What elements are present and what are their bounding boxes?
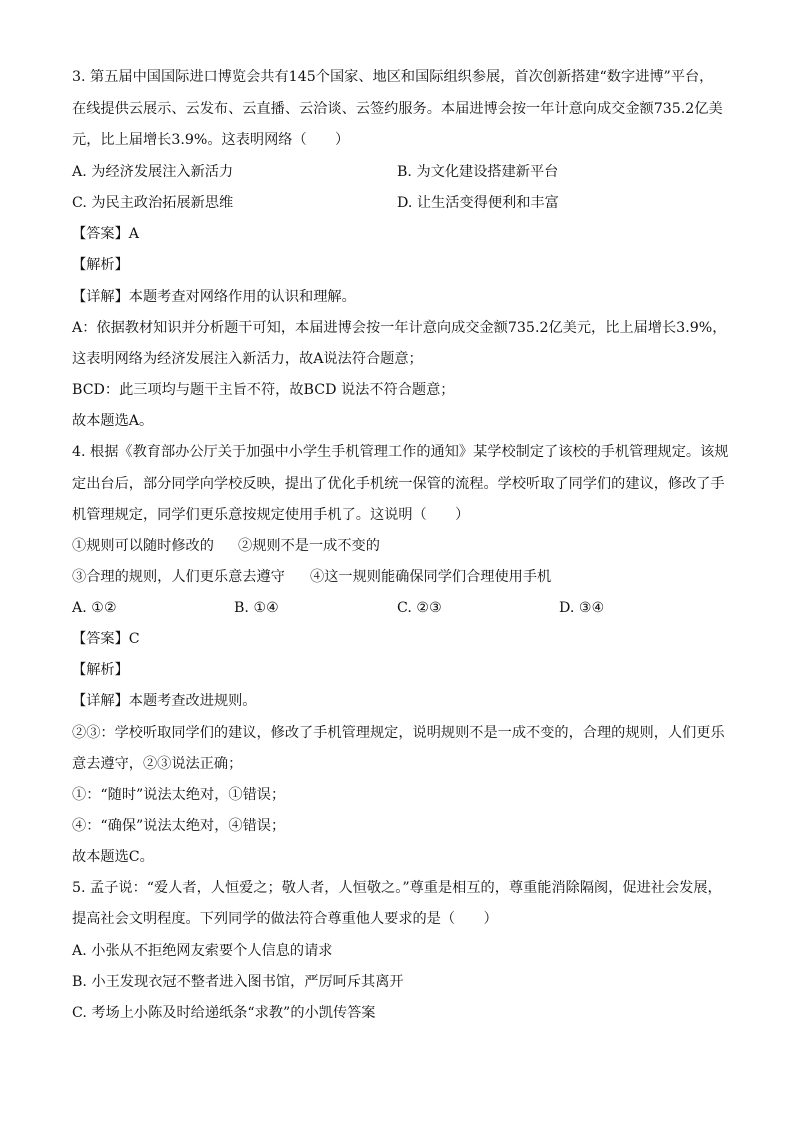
q3-answer: 【答案】A <box>72 226 139 242</box>
q4-statement-3: ③合理的规则，人们更乐意去遵守 <box>72 569 285 585</box>
q3-explain-line-3: BCD：此三项均与题干主旨不符，故BCD 说法不符合题意； <box>72 382 455 398</box>
q3-option-b: B. 为文化建设搭建新平台 <box>397 164 559 180</box>
q4-explain-line-4: ④：“确保”说法太绝对，④错误； <box>72 818 286 834</box>
q3-explain-line-4: 故本题选A。 <box>72 413 154 429</box>
q3-option-a: A. 为经济发展注入新活力 <box>72 164 234 180</box>
q3-explain-line-2: 这表明网络为经济发展注入新活力，故A说法符合题意； <box>72 351 423 367</box>
q4-statement-1: ①规则可以随时修改的 <box>72 538 214 554</box>
q3-detail: 【详解】本题考查对网络作用的认识和理解。 <box>72 289 356 305</box>
q4-explain-line-2: 意去遵守，②③说法正确； <box>72 756 243 772</box>
q4-explain-line-1: ②③：学校听取同学们的建议，修改了手机管理规定，说明规则不是一成不变的，合理的规则，人们更乐 <box>72 725 725 741</box>
q4-option-a: A. ①② <box>72 600 117 616</box>
q3-stem-line-2: 在线提供云展示、云发布、云直播、云洽谈、云签约服务。本届进博会按一年计意向成交金额735.2亿美 <box>72 101 723 117</box>
q5-option-a: A. 小张从不拒绝网友索要个人信息的请求 <box>72 943 333 959</box>
q5-option-b: B. 小王发现衣冠不整者进入图书馆，严厉呵斥其离开 <box>72 974 404 990</box>
q4-option-d: D. ③④ <box>559 600 605 616</box>
q3-option-c: C. 为民主政治拓展新思维 <box>72 195 234 211</box>
q5-stem-line-2: 提高社会文明程度。下列同学的做法符合尊重他人要求的是（ ） <box>72 911 498 927</box>
q3-option-d: D. 让生活变得便利和丰富 <box>397 195 559 211</box>
q4-stem-line-3: 机管理规定，同学们更乐意按规定使用手机了。这说明（ ） <box>72 507 470 523</box>
q3-explain-line-1: A：依据教材知识并分析题干可知，本届进博会按一年计意向成交金额735.2亿美元，比上届增长3.9%， <box>72 320 727 336</box>
q5-option-c: C. 考场上小陈及时给递纸条“求教”的小凯传答案 <box>72 1005 376 1021</box>
q5-stem-line-1: 5. 孟子说：“爱人者，人恒爱之；敬人者，人恒敬之。”尊重是相互的，尊重能消除隔阂，促进社会发展， <box>72 880 722 896</box>
q4-explain-line-3: ①：“随时”说法太绝对，①错误； <box>72 787 286 803</box>
q4-analysis-label: 【解析】 <box>72 662 129 678</box>
q4-statement-2: ②规则不是一成不变的 <box>238 538 380 554</box>
q4-explain-line-5: 故本题选C。 <box>72 849 154 865</box>
q4-detail: 【详解】本题考查改进规则。 <box>72 693 257 709</box>
q4-answer: 【答案】C <box>72 631 140 647</box>
q4-stem-line-1: 4. 根据《教育部办公厅关于加强中小学生手机管理工作的通知》某学校制定了该校的手机管理规定。该规 <box>72 444 729 460</box>
q4-option-b: B. ①④ <box>234 600 279 616</box>
q4-option-c: C. ②③ <box>397 600 442 616</box>
q3-stem-line-3: 元，比上届增长3.9%。这表明网络（ ） <box>72 132 350 148</box>
q4-statement-4: ④这一规则能确保同学们合理使用手机 <box>310 569 552 585</box>
q3-stem-line-1: 3. 第五届中国国际进口博览会共有145个国家、地区和国际组织参展，首次创新搭建“数字进博”平台， <box>72 69 714 85</box>
q4-stem-line-2: 定出台后，部分同学向学校反映，提出了优化手机统一保管的流程。学校听取了同学们的建议，修改了手 <box>72 476 725 492</box>
q3-analysis-label: 【解析】 <box>72 257 129 273</box>
